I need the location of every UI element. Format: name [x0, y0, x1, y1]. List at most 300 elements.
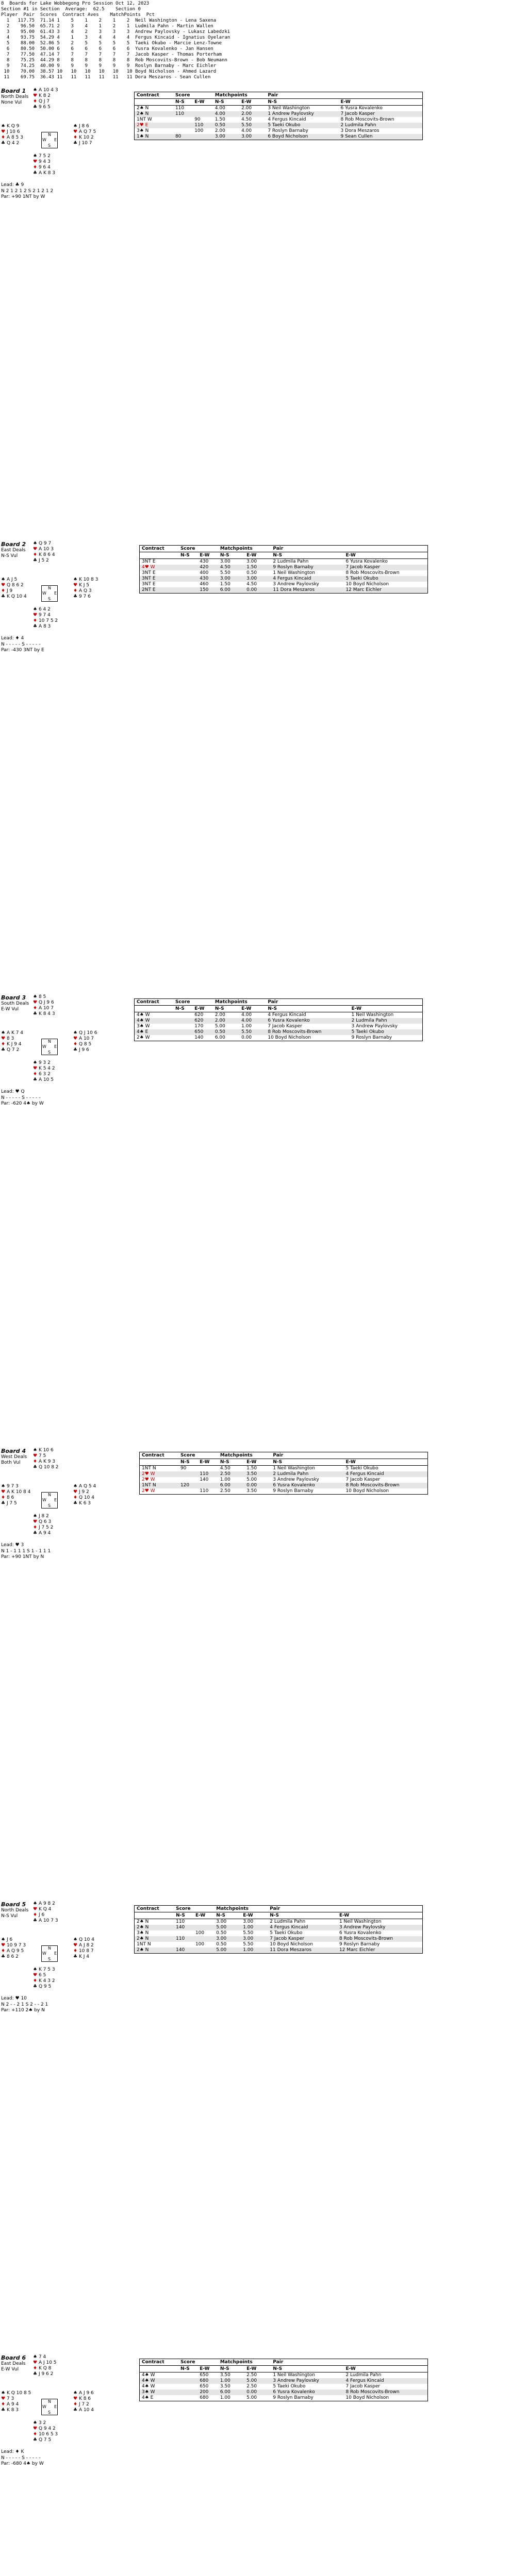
- table-cell: 6.00: [218, 587, 244, 594]
- table-cell: [178, 565, 197, 570]
- table-cell: 4.00: [239, 1018, 266, 1024]
- table-cell: 4 Fergus Kincaid: [266, 117, 338, 123]
- compass-box: [41, 1492, 58, 1509]
- hearts-icon: ♥: [33, 1066, 39, 1071]
- table-cell: 430: [197, 559, 218, 565]
- east-clubs-holding: [73, 1954, 94, 1960]
- opening-lead: Lead: ♦ 4: [1, 636, 24, 641]
- spades-icon: ♠: [73, 577, 79, 582]
- west-hand: [1, 577, 27, 600]
- cards: 8 6: [6, 1495, 14, 1500]
- north-diamonds-holding: [33, 1006, 55, 1011]
- cards: A 10 7: [38, 1006, 54, 1011]
- table-cell: 2♥ E: [135, 123, 173, 128]
- west-spades-holding: [1, 1030, 23, 1036]
- header-ew3: E-W: [343, 1459, 427, 1466]
- table-cell: 3.00: [239, 134, 266, 140]
- south-spades-holding: [33, 607, 58, 613]
- summary-line: 3 95.00 61.43 3 4 2 3 3 3 Andrew Paylovsky - Lukasz Labedzki: [1, 29, 230, 35]
- table-cell: 140: [174, 1925, 193, 1930]
- east-diamonds-holding: [73, 1042, 97, 1047]
- clubs-icon: ♣: [33, 1077, 39, 1082]
- header-score: Score: [178, 2359, 218, 2366]
- table-cell: [178, 570, 197, 576]
- spades-icon: ♠: [1, 1484, 7, 1489]
- header-ew2: E-W: [244, 552, 271, 559]
- table-cell: 4 Fergus Kincaid: [343, 2378, 427, 2384]
- north-clubs-holding: [33, 1011, 55, 1017]
- east-clubs-holding: [73, 2408, 94, 2413]
- cards: 10 7 5 2: [38, 618, 58, 623]
- cards: J 8 6: [78, 124, 89, 129]
- table-cell: 6 Yusra Kovalenko: [343, 559, 427, 565]
- cards: 9 7 6: [78, 594, 91, 599]
- table-cell: 5.00: [244, 2378, 271, 2384]
- session-summary: [1, 1, 526, 80]
- cards: A 9 4: [38, 1531, 51, 1536]
- cards: 6 4 2: [38, 607, 51, 612]
- clubs-icon: ♣: [1, 141, 7, 146]
- cards: J 10 6: [6, 129, 20, 134]
- compass-e: E: [54, 138, 57, 142]
- table-cell: 4.00: [239, 128, 266, 134]
- compass-s: S: [48, 597, 51, 601]
- table-row: [140, 565, 428, 570]
- table-cell: 0.00: [244, 2389, 271, 2395]
- east-hearts-holding: [73, 1943, 94, 1948]
- clubs-icon: ♣: [73, 141, 79, 146]
- header-ew3: E-W: [343, 2366, 427, 2372]
- table-cell: 4♠ W: [140, 2378, 178, 2384]
- header-ns3: N-S: [266, 1006, 349, 1012]
- table-cell: 1NT N: [135, 1942, 174, 1947]
- table-cell: 620: [192, 1018, 213, 1024]
- north-diamonds-holding: [33, 99, 58, 105]
- spades-icon: ♠: [73, 124, 79, 129]
- table-cell: 3♠ W: [135, 1024, 173, 1029]
- double-dummy-summary: [1, 1095, 44, 1107]
- cards: 10 6 5 3: [38, 2432, 58, 2437]
- hearts-icon: ♥: [73, 1036, 79, 1041]
- south-hand: [33, 2420, 58, 2443]
- cards: K 10 6: [38, 1448, 54, 1453]
- table-cell: 2.50: [218, 1471, 244, 1477]
- clubs-icon: ♣: [1, 2408, 7, 2413]
- cards: Q 8 5: [78, 1042, 92, 1047]
- table-cell: 7 Jacob Kasper: [266, 1024, 349, 1029]
- header-score: Score: [178, 546, 218, 552]
- table-cell: 1NT N: [140, 1466, 178, 1472]
- table-cell: 2♠ N: [135, 1925, 174, 1930]
- table-cell: [178, 1471, 197, 1477]
- clubs-icon: ♣: [33, 1531, 39, 1536]
- east-clubs-holding: [73, 1501, 96, 1506]
- table-cell: 5.00: [244, 1477, 271, 1483]
- header-ns2: N-S: [218, 552, 244, 559]
- diamonds-icon: ♦: [73, 588, 79, 594]
- north-spades-holding: [33, 88, 58, 93]
- header-ns2: N-S: [218, 2366, 244, 2372]
- table-cell: 110: [173, 111, 192, 117]
- table-row: [135, 1936, 423, 1942]
- double-dummy-summary: [1, 2455, 44, 2467]
- diamonds-icon: ♦: [33, 1072, 39, 1077]
- dealer: North Deals: [1, 94, 29, 99]
- spades-icon: ♠: [33, 154, 39, 159]
- north-hand: [33, 994, 55, 1017]
- table-cell: 4♥ W: [140, 565, 178, 570]
- clubs-icon: ♣: [1, 594, 7, 599]
- table-row: [135, 1947, 423, 1954]
- table-cell: 2♥ W: [140, 1471, 178, 1477]
- compass-box: [41, 1039, 58, 1055]
- compass-w: W: [42, 1951, 46, 1956]
- table-row: [135, 1035, 423, 1041]
- header-ns3: N-S: [266, 99, 338, 106]
- cards: Q 10 8 2: [38, 1465, 59, 1470]
- opening-lead: Lead: ♥ Q: [1, 1089, 25, 1094]
- cards: 3 2: [38, 2420, 46, 2426]
- east-hearts-holding: [73, 1036, 97, 1042]
- east-spades-holding: [73, 124, 96, 129]
- table-cell: 3NT E: [140, 559, 178, 565]
- table-cell: 8 Rob Moscovits-Brown: [343, 2389, 427, 2395]
- north-diamonds-holding: [33, 552, 55, 558]
- cards: A K 10 8 4: [6, 1489, 31, 1495]
- cards: 10 9 7 3: [6, 1943, 26, 1948]
- cards: J 9 6: [78, 1047, 89, 1053]
- clubs-icon: ♣: [73, 1047, 79, 1053]
- hearts-icon: ♥: [73, 1489, 79, 1495]
- table-row: [135, 1925, 423, 1930]
- header-score: Score: [174, 1906, 214, 1912]
- cards: J 9 6 2: [38, 2371, 54, 2377]
- north-hand: [33, 541, 55, 564]
- header-ns: N-S: [173, 99, 192, 106]
- north-clubs-holding: [33, 558, 55, 564]
- table-cell: 3.00: [241, 1919, 268, 1925]
- diamonds-icon: ♦: [33, 618, 39, 623]
- compass-e: E: [54, 1951, 57, 1956]
- diamonds-icon: ♦: [1, 2402, 7, 2407]
- south-diamonds-holding: [33, 618, 58, 624]
- cards: K Q 10 4: [6, 594, 27, 599]
- table-cell: 6 Yusra Kovalenko: [271, 2389, 343, 2395]
- table-cell: 3.50: [244, 1471, 271, 1477]
- west-spades-holding: [1, 1484, 30, 1489]
- table-row: [140, 576, 428, 582]
- diamonds-icon: ♦: [33, 1912, 39, 1918]
- table-cell: 100: [193, 1930, 214, 1936]
- summary-line: 9 74.25 40.00 9 9 9 9 9 9 Roslyn Barnaby - Marc Eichler: [1, 63, 217, 69]
- west-hearts-holding: [1, 129, 23, 135]
- compass-n: N: [48, 132, 51, 137]
- hearts-icon: ♥: [1, 2396, 7, 2401]
- table-cell: 100: [193, 1942, 214, 1947]
- header-contract: Contract: [135, 1906, 174, 1912]
- west-clubs-holding: [1, 1954, 26, 1960]
- header-pair: Pair: [271, 1452, 427, 1459]
- table-cell: 3♠ N: [135, 1930, 174, 1936]
- deal-diagram: [1, 1901, 130, 2013]
- compass-s: S: [48, 1957, 51, 1961]
- clubs-icon: ♣: [33, 1918, 39, 1923]
- cards: A J 5: [6, 577, 18, 582]
- cards: J 9: [6, 588, 13, 594]
- header-ew: E-W: [197, 2366, 218, 2372]
- table-cell: 10 Boyd Nicholson: [343, 2395, 427, 2401]
- clubs-icon: ♣: [1, 1047, 7, 1053]
- table-row: [140, 2372, 428, 2379]
- east-hearts-holding: [73, 1489, 96, 1495]
- spades-icon: ♠: [73, 1484, 79, 1489]
- table-cell: 0.00: [239, 1035, 266, 1041]
- table-cell: 0.50: [213, 123, 239, 128]
- table-cell: 2.00: [239, 106, 266, 112]
- west-clubs-holding: [1, 141, 23, 146]
- table-cell: [178, 576, 197, 582]
- table-cell: [197, 1483, 218, 1488]
- north-clubs-holding: [33, 105, 58, 110]
- table-cell: 6.00: [213, 1035, 239, 1041]
- summary-line: 2 96.50 65.71 2 3 4 1 2 1 Ludmila Pahn - Martin Wallen: [1, 24, 213, 29]
- cards: K 8 3: [6, 2408, 19, 2413]
- west-hand: [1, 124, 23, 146]
- header-ns2: N-S: [213, 1006, 239, 1012]
- board-title: Board 2: [1, 541, 26, 548]
- results-table: [134, 92, 423, 140]
- table-cell: 5.00: [213, 1024, 239, 1029]
- cards: 9 7 4: [38, 613, 51, 618]
- diamonds-icon: ♦: [33, 1006, 39, 1011]
- clubs-icon: ♣: [33, 1465, 39, 1470]
- table-cell: 5 Taeki Okubo: [266, 123, 338, 128]
- east-clubs-holding: [73, 1047, 97, 1053]
- table-cell: 2♠ W: [135, 1035, 173, 1041]
- table-cell: 8 Rob Moscovits-Brown: [343, 570, 427, 576]
- east-hearts-holding: [73, 129, 96, 135]
- west-spades-holding: [1, 1937, 26, 1943]
- table-row: [135, 106, 423, 112]
- table-cell: 2♠ N: [135, 111, 173, 117]
- clubs-icon: ♣: [33, 624, 39, 629]
- cards: A Q 5 4: [78, 1484, 96, 1489]
- dealer: South Deals: [1, 1001, 29, 1006]
- header-mp: Matchpoints: [213, 92, 266, 99]
- table-cell: [173, 123, 192, 128]
- cards: Q 10 4: [78, 1937, 94, 1942]
- clubs-icon: ♣: [33, 1011, 39, 1016]
- header-blank: [140, 2366, 178, 2372]
- diamonds-icon: ♦: [33, 99, 39, 104]
- cards: K 6 3: [78, 1501, 91, 1506]
- diamonds-icon: ♦: [73, 135, 79, 140]
- table-cell: 3.00: [218, 576, 244, 582]
- table-cell: 9 Roslyn Barnaby: [271, 1488, 343, 1495]
- east-diamonds-holding: [73, 2402, 94, 2408]
- table-cell: 1 Neil Washington: [337, 1919, 423, 1925]
- table-cell: 650: [197, 2384, 218, 2389]
- table-cell: 5 Taeki Okubo: [343, 1466, 427, 1472]
- cards: J 7 5: [6, 1501, 17, 1506]
- dd-line: N 2 - - 2 1 S 2 - - 2 1: [1, 2002, 48, 2007]
- table-cell: 110: [174, 1936, 193, 1942]
- table-cell: 0.50: [214, 1942, 241, 1947]
- table-cell: 2.50: [244, 2384, 271, 2389]
- table-cell: 1 Andrew Paylovsky: [266, 111, 338, 117]
- table-cell: 1.50: [244, 565, 271, 570]
- compass-w: W: [42, 2404, 46, 2409]
- north-clubs-holding: [33, 1465, 59, 1470]
- north-diamonds-holding: [33, 1459, 59, 1465]
- diamonds-icon: ♦: [33, 552, 39, 557]
- south-hearts-holding: [33, 613, 58, 618]
- cards: A Q 9 5: [6, 1948, 24, 1954]
- cards: K J 4: [78, 1954, 89, 1959]
- header-ns: N-S: [178, 2366, 197, 2372]
- north-hearts-holding: [33, 93, 58, 99]
- table-cell: 2♠ N: [135, 1947, 174, 1954]
- summary-line: 8 Boards for Lake Wobbegong Pro Session Oct 12, 2023: [1, 1, 150, 6]
- east-hand: [73, 1937, 94, 1960]
- table-cell: 6 Yusra Kovalenko: [338, 106, 422, 112]
- cards: 7 5: [38, 1453, 46, 1459]
- header-blank: [135, 99, 173, 106]
- table-row: [140, 1483, 428, 1488]
- north-spades-holding: [33, 2354, 57, 2360]
- cards: K Q 4: [38, 1907, 52, 1912]
- header-score: Score: [178, 1452, 218, 1459]
- table-cell: 4.50: [239, 117, 266, 123]
- board-title: Board 3: [1, 994, 26, 1001]
- cards: A 10 7: [78, 1036, 94, 1041]
- par-line: Par: +110 2♠ by N: [1, 2008, 45, 2013]
- table-cell: [173, 1012, 192, 1019]
- table-cell: 4.50: [218, 1466, 244, 1472]
- header-ew2: E-W: [244, 2366, 271, 2372]
- table-cell: [192, 106, 213, 112]
- clubs-icon: ♣: [1, 1954, 7, 1959]
- header-contract: Contract: [140, 1452, 178, 1459]
- table-cell: 680: [197, 2378, 218, 2384]
- table-cell: 8 Rob Moscovits-Brown: [337, 1936, 423, 1942]
- table-cell: 1.50: [244, 1466, 271, 1472]
- board-title: Board 4: [1, 1448, 26, 1454]
- north-diamonds-holding: [33, 1912, 58, 1918]
- east-hand: [73, 1030, 97, 1053]
- diamonds-icon: ♦: [1, 1495, 7, 1500]
- results-table: [139, 545, 428, 594]
- table-cell: 3♠ N: [135, 128, 173, 134]
- table-cell: 90: [192, 117, 213, 123]
- table-cell: 10 Boyd Nicholson: [343, 1488, 427, 1495]
- table-cell: [178, 2395, 197, 2401]
- dd-line: N - - - - - S - - - - -: [1, 642, 41, 647]
- cards: 7 3: [6, 2396, 14, 2401]
- table-cell: 2.00: [213, 1012, 239, 1019]
- table-cell: 4♠ W: [135, 1012, 173, 1019]
- compass-n: N: [48, 1946, 51, 1951]
- clubs-icon: ♣: [1, 1501, 7, 1506]
- table-cell: [178, 2384, 197, 2389]
- table-cell: 200: [197, 2389, 218, 2395]
- table-row: [140, 587, 428, 594]
- cards: J 6: [38, 1912, 45, 1918]
- south-hearts-holding: [33, 1973, 55, 1978]
- table-cell: 110: [192, 123, 213, 128]
- dd-line: N - - - - - S - - - - -: [1, 2455, 41, 2461]
- table-row: [140, 2378, 428, 2384]
- dd-line: N - - - - - S - - - - -: [1, 1095, 41, 1100]
- cards: K Q 10 8 5: [6, 2391, 31, 2396]
- header-ns: N-S: [174, 1912, 193, 1919]
- board-title: Board 6: [1, 2354, 26, 2361]
- south-spades-holding: [33, 1060, 55, 1066]
- header-ew: E-W: [197, 1459, 218, 1466]
- table-cell: 3.00: [213, 134, 239, 140]
- cards: 6 3 2: [38, 1072, 51, 1077]
- table-cell: [178, 2389, 197, 2395]
- diamonds-icon: ♦: [33, 1525, 39, 1530]
- table-cell: 4.50: [244, 582, 271, 587]
- cards: K Q 8: [38, 2366, 52, 2371]
- table-cell: 140: [197, 1477, 218, 1483]
- table-cell: 680: [197, 2395, 218, 2401]
- south-hand: [33, 1967, 55, 1990]
- summary-line: 8 75.25 44.29 8 8 8 8 8 8 Rob Moscovits-Brown - Bob Neumann: [1, 58, 227, 63]
- table-cell: [173, 128, 192, 134]
- hearts-icon: ♥: [33, 1519, 39, 1524]
- cards: 7 5 2: [38, 154, 51, 159]
- table-row: [140, 1477, 428, 1483]
- clubs-icon: ♣: [33, 171, 39, 176]
- header-contract: Contract: [135, 999, 173, 1006]
- header-ew: E-W: [192, 99, 213, 106]
- table-cell: 7 Jacob Kasper: [343, 2384, 427, 2389]
- par-line: Par: -430 3NT by E: [1, 648, 44, 653]
- board-title: Board 5: [1, 1901, 26, 1908]
- hearts-icon: ♥: [33, 547, 39, 552]
- table-cell: 6.00: [218, 2389, 244, 2395]
- hearts-icon: ♥: [33, 2426, 39, 2431]
- table-cell: 9 Roslyn Barnaby: [271, 2395, 343, 2401]
- table-cell: 6.00: [218, 1483, 244, 1488]
- hearts-icon: ♥: [73, 129, 79, 134]
- table-cell: 5.00: [214, 1925, 241, 1930]
- hearts-icon: ♥: [33, 1453, 39, 1459]
- table-cell: 3 Dora Meszaros: [338, 128, 422, 134]
- diamonds-icon: ♦: [1, 135, 7, 140]
- cards: Q 7 2: [6, 1047, 20, 1053]
- table-cell: 6 Yusra Kovalenko: [337, 1930, 423, 1936]
- south-spades-holding: [33, 154, 55, 159]
- double-dummy-summary: [1, 642, 44, 653]
- south-hand: [33, 607, 58, 630]
- double-dummy-summary: [1, 189, 53, 200]
- table-cell: 10 Boyd Nicholson: [268, 1942, 337, 1947]
- table-cell: 4♠ W: [135, 1018, 173, 1024]
- table-cell: 4♠ E: [135, 1029, 173, 1035]
- cards: Q J 9 6: [38, 1000, 54, 1005]
- table-cell: 150: [197, 587, 218, 594]
- table-cell: 7 Jacob Kasper: [343, 565, 427, 570]
- table-cell: 3 Andrew Paylovsky: [271, 582, 343, 587]
- table-cell: 1.50: [213, 117, 239, 123]
- par-line: Par: +90 1NT by N: [1, 1554, 44, 1560]
- cards: Q 9 7: [38, 541, 52, 546]
- west-clubs-holding: [1, 1047, 23, 1053]
- east-spades-holding: [73, 2391, 94, 2396]
